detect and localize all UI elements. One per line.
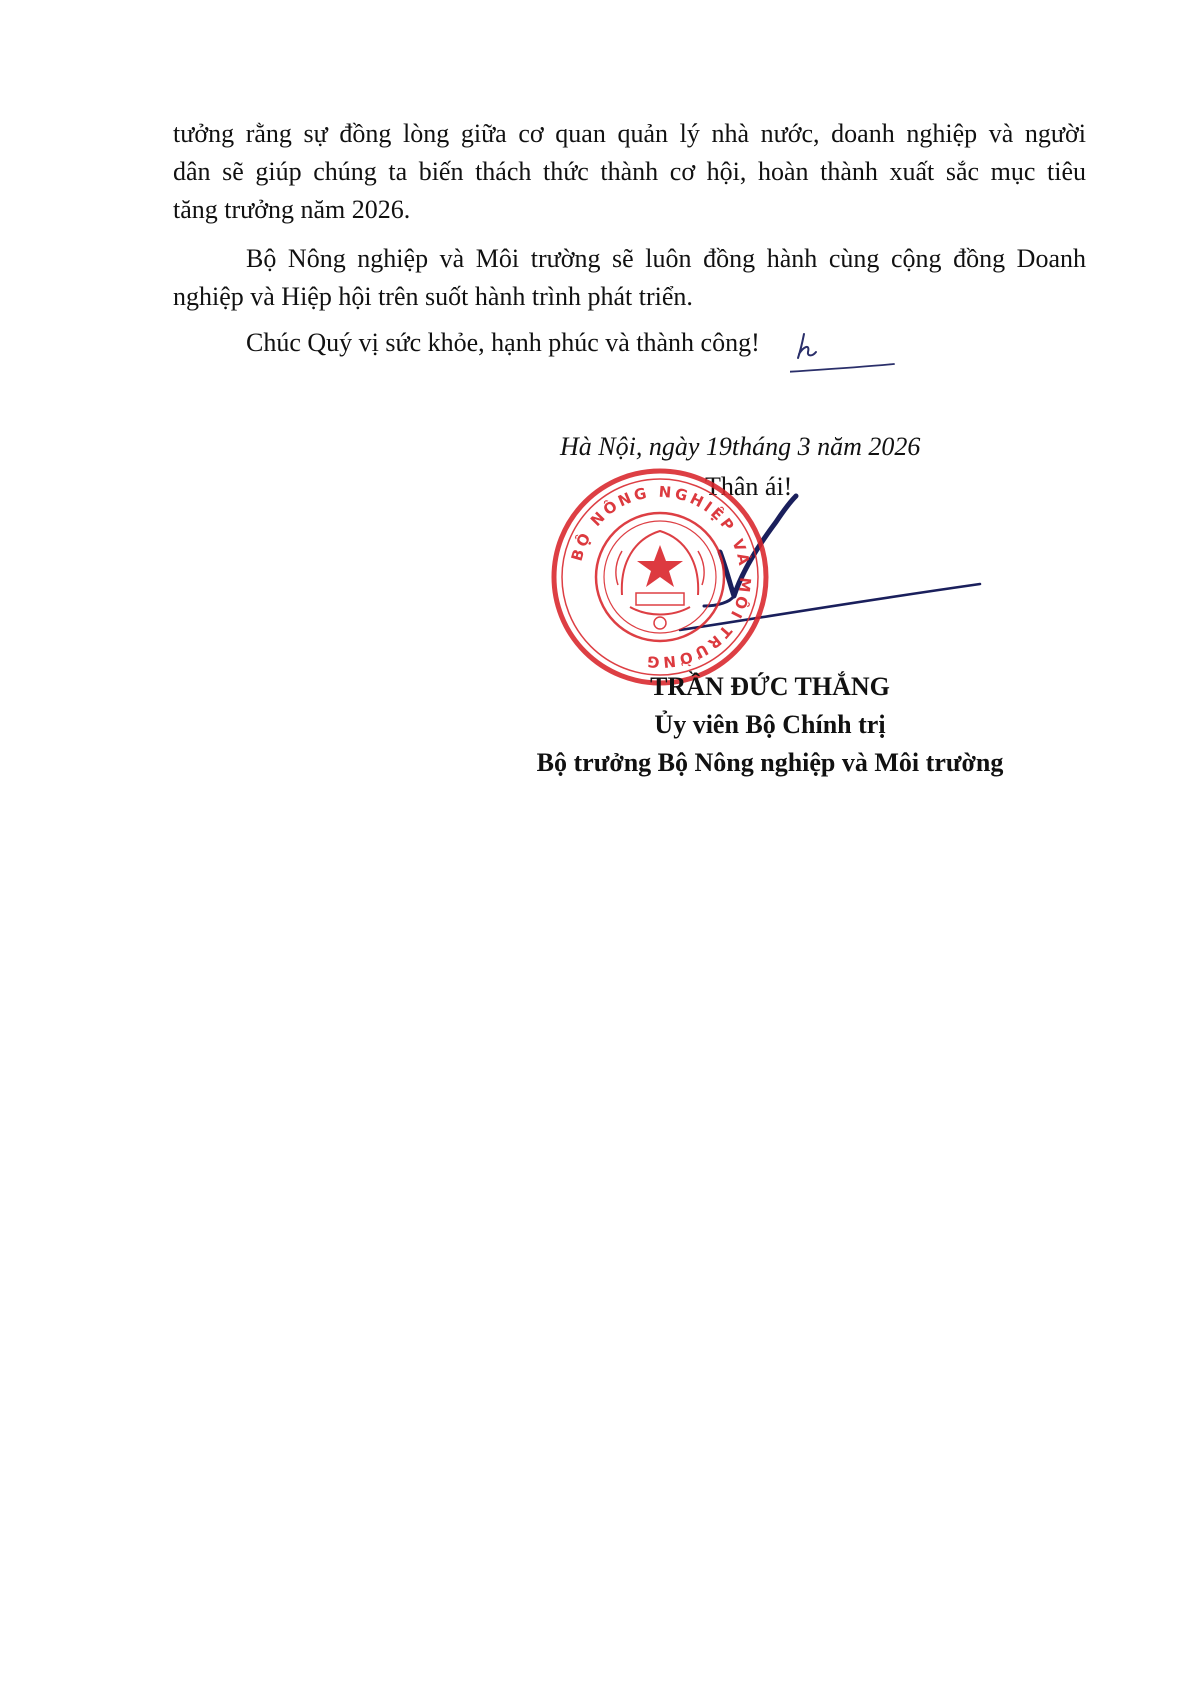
paragraph-line: tăng trưởng năm 2026. [173, 195, 411, 224]
seal-text: BỘ NÔNG NGHIỆP VÀ MÔI TRƯỜNG [567, 482, 755, 672]
signatory-name: TRẦN ĐỨC THẮNG [650, 672, 890, 701]
paragraph-ministry-commitment: Bộ Nông nghiệp và Môi trường sẽ luôn đồng hành cùng cộng đồng Doanh nghiệp và Hiệp hội trên suốt hành trình phát triển. [173, 244, 1086, 311]
signatory-title-minister: Bộ trưởng Bộ Nông nghiệp và Môi trường [536, 748, 1004, 777]
greeting: Thân ái! [705, 472, 793, 501]
paragraph-line: tưởng rằng sự đồng lòng giữa cơ quan quản lý nhà nước, doanh nghiệp và người [173, 119, 1086, 148]
signatory-title-politburo: Ủy viên Bộ Chính trị [654, 710, 886, 739]
paragraph-closing-belief [173, 115, 1086, 229]
paragraph-line: dân sẽ giúp chúng ta biến thách thức thành cơ hội, hoàn thành xuất sắc mục tiêu [173, 157, 1086, 186]
official-seal [548, 465, 772, 689]
signatory-block [470, 668, 1070, 782]
date-line: Hà Nội, ngày 19tháng 3 năm 2026 [560, 432, 921, 461]
initial-mark [790, 330, 900, 380]
paragraph-wishes: Chúc Quý vị sức khỏe, hạnh phúc và thành công! [246, 328, 760, 357]
